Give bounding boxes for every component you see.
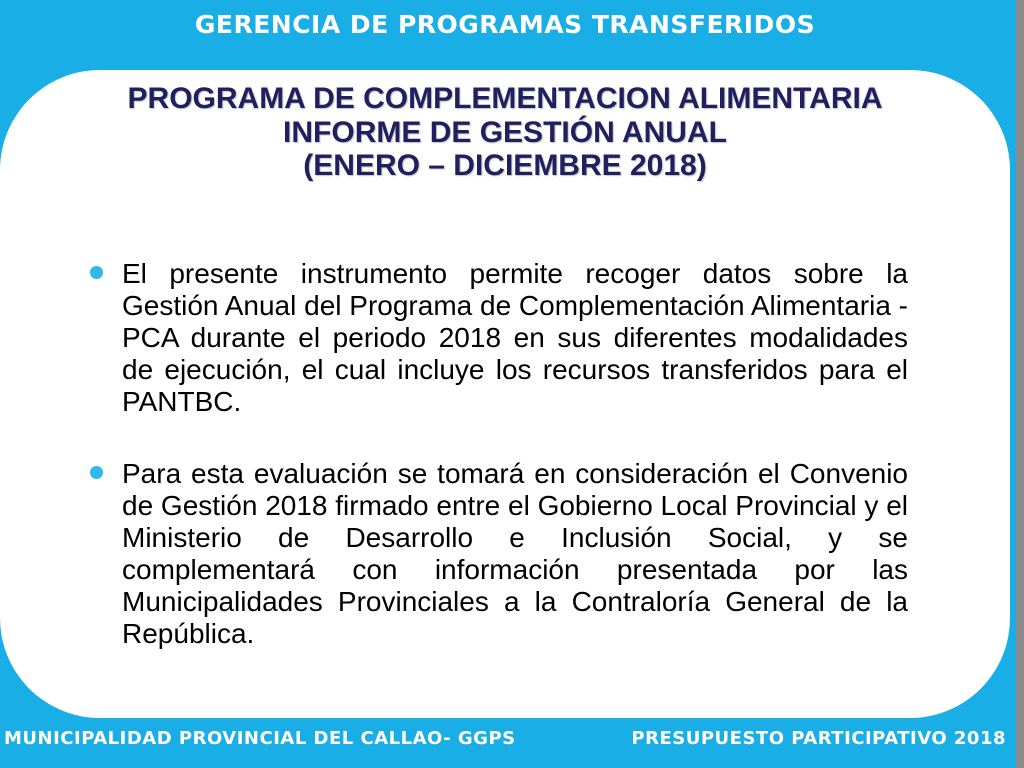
bullet-list (86, 258, 908, 690)
footer-left-text: MUNICIPALIDAD PROVINCIAL DEL CALLAO- GGPS (4, 728, 516, 749)
bullet-item (86, 458, 908, 650)
footer-right-text: PRESUPUESTO PARTICIPATIVO 2018 (631, 728, 1006, 749)
bullet-dot-icon (90, 266, 103, 279)
slide-title (0, 82, 1010, 183)
slide-title-line-1: PROGRAMA DE COMPLEMENTACION ALIMENTARIA (127, 82, 883, 115)
bullet-text: Para esta evaluación se tomará en consideración el Convenio de Gestión 2018 firmado entre el Gobierno Local Provincial y el Ministerio de Desarrollo e Inclusión Social, y se complementará con información presentada por las Municipalidades Provinciales a la Contraloría General de la República. (122, 458, 908, 649)
slide-title-line-2: INFORME DE GESTIÓN ANUAL (283, 115, 727, 149)
slide-title-line-3: (ENERO – DICIEMBRE 2018) (303, 149, 707, 183)
bullet-dot-icon (90, 466, 103, 479)
bullet-text: El presente instrumento permite recoger datos sobre la Gestión Anual del Programa de Complementación Alimentaria - PCA durante el periodo 2018 en sus diferentes modalidades de ejecución, el cual incluye los recursos transferidos para el PANTBC. (122, 258, 908, 417)
slide-right-edge (1016, 0, 1024, 768)
bullet-item (86, 258, 908, 418)
header-title: GERENCIA DE PROGRAMAS TRANSFERIDOS (194, 10, 816, 39)
